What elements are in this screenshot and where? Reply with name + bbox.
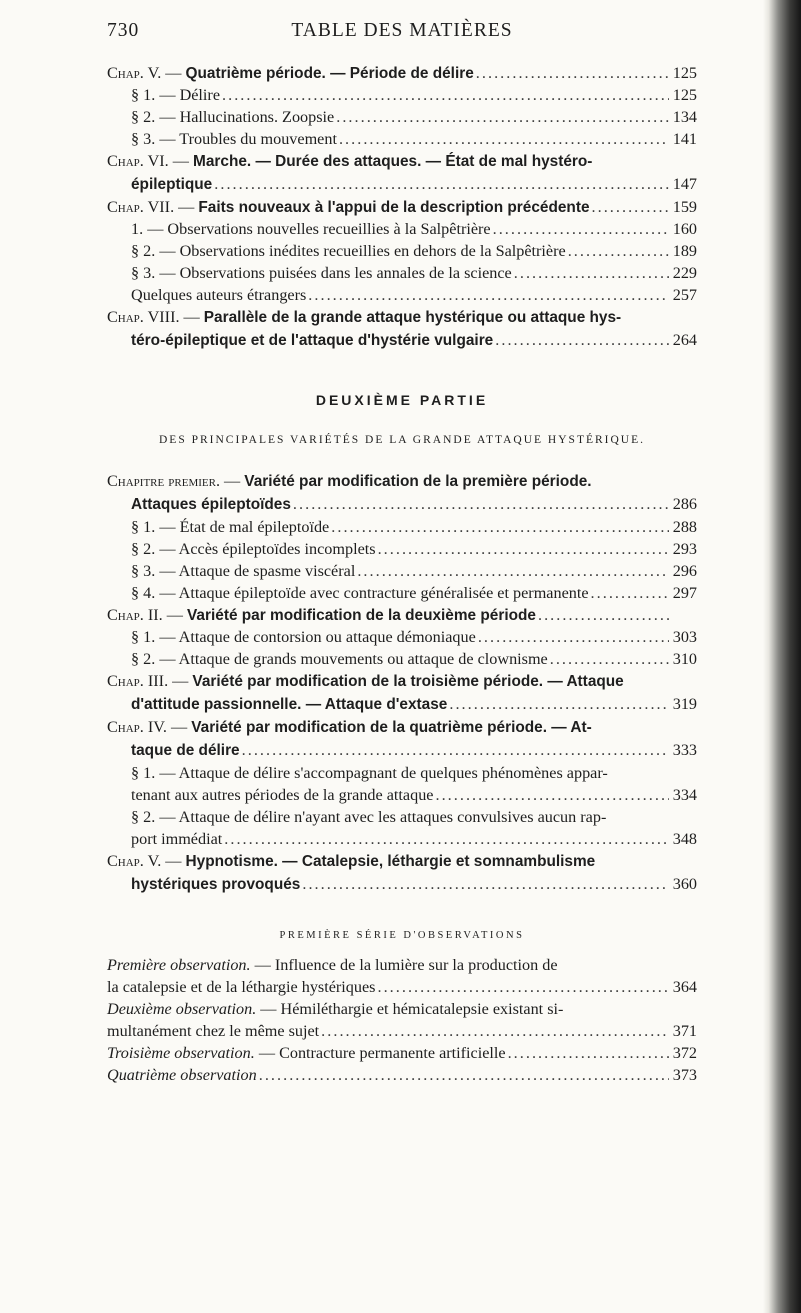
- toc-page-number: 141: [672, 130, 697, 148]
- toc-page-number: 134: [672, 108, 697, 126]
- toc-page-number: 372: [672, 1044, 697, 1062]
- toc-chapter-entry: [107, 716, 697, 762]
- toc-page-number: 348: [672, 830, 697, 848]
- leader-dots: [242, 739, 669, 761]
- leader-dots: [339, 128, 669, 150]
- table-of-contents: [107, 62, 697, 1086]
- section-label: § 2. — Attaque de délire n'ayant avec les attaques convulsives aucun rap-: [131, 808, 607, 826]
- toc-entry-line: [131, 784, 697, 806]
- chapter-label: Chap. VI. —: [107, 152, 194, 170]
- toc-part-1: [107, 62, 697, 352]
- leader-dots: [591, 582, 669, 604]
- chapter-label: Chapitre premier. —: [107, 472, 245, 490]
- chapter-title: Hypnotisme. — Catalepsie, léthargie et somnambulisme: [185, 853, 596, 870]
- toc-chapter-entry: [107, 306, 697, 352]
- leader-dots: [222, 84, 669, 106]
- book-gutter-edge: [763, 0, 801, 1313]
- leader-dots: [538, 604, 669, 626]
- running-title: TABLE DES MATIÈRES: [291, 20, 513, 41]
- chapter-title: Variété par modification de la troisième période. — Attaque: [192, 673, 624, 690]
- toc-section-entry: [107, 218, 697, 240]
- leader-dots: [435, 784, 669, 806]
- leader-dots: [378, 538, 669, 560]
- toc-part-2: [107, 470, 697, 896]
- toc-entry-line: [107, 150, 697, 173]
- chapter-label: Chap. II. —: [107, 606, 188, 624]
- toc-entry-line: [107, 716, 697, 739]
- observation-text: [107, 1042, 506, 1064]
- section-label-cont: tenant aux autres périodes de la grande attaque: [131, 786, 434, 804]
- toc-page-number: 296: [672, 562, 697, 580]
- toc-page-number: 333: [672, 741, 697, 759]
- section-label: § 4. — Attaque épileptoïde avec contracture généralisée et permanente: [131, 584, 589, 602]
- leader-dots: [321, 1020, 669, 1042]
- toc-page-number: 286: [672, 495, 697, 513]
- toc-page-number: 371: [672, 1022, 697, 1040]
- toc-section-entry: [107, 762, 697, 806]
- toc-page-number: 125: [672, 64, 697, 82]
- toc-page-number: 360: [672, 875, 697, 893]
- section-label: § 2. — Observations inédites recueillies en dehors de la Salpêtrière: [131, 242, 566, 260]
- observation-desc: — Influence de la lumière sur la production de: [254, 956, 558, 974]
- leader-dots: [377, 976, 669, 998]
- toc-page-number: 257: [672, 286, 697, 304]
- section-label: § 2. — Attaque de grands mouvements ou attaque de clownisme: [131, 650, 548, 668]
- toc-section-entry: [107, 648, 697, 670]
- toc-observation-entry: [107, 1064, 697, 1086]
- toc-entry-line: [107, 173, 697, 196]
- leader-dots: [550, 648, 669, 670]
- chapter-title: Quatrième période. — Période de délire: [185, 65, 474, 82]
- leader-dots: [259, 1064, 669, 1086]
- leader-dots: [331, 516, 669, 538]
- toc-entry-line: [107, 998, 697, 1020]
- toc-entry-line: [107, 1020, 697, 1042]
- observation-desc: — Contracture permanente artificielle: [258, 1044, 506, 1062]
- observation-title: Quatrième observation: [107, 1066, 257, 1084]
- section-label: § 3. — Troubles du mouvement: [131, 130, 337, 148]
- toc-page-number: 319: [672, 695, 697, 713]
- series-heading: PREMIÈRE SÉRIE D'OBSERVATIONS: [279, 930, 525, 941]
- chapter-title-cont: hystériques provoqués: [131, 876, 301, 893]
- toc-entry-line: [107, 954, 697, 976]
- leader-dots: [592, 196, 670, 218]
- toc-section-entry: [107, 516, 697, 538]
- chapter-title: Variété par modification de la quatrième période. — At-: [191, 719, 592, 736]
- leader-dots: [336, 106, 669, 128]
- leader-dots: [293, 493, 669, 515]
- toc-page-number: 229: [672, 264, 697, 282]
- leader-dots: [568, 240, 669, 262]
- chapter-label: Chap. III. —: [107, 672, 193, 690]
- part-subtitle: DES PRINCIPALES VARIÉTÉS DE LA GRANDE ATTAQUE HYSTÉRIQUE.: [159, 434, 645, 446]
- toc-section-entry: [107, 262, 697, 284]
- section-label: § 3. — Observations puisées dans les annales de la science: [131, 264, 512, 282]
- toc-section-entry: [107, 240, 697, 262]
- toc-page-number: 373: [672, 1066, 697, 1084]
- leader-dots: [476, 62, 669, 84]
- toc-entry-line: [107, 329, 697, 352]
- section-label: Quelques auteurs étrangers: [131, 286, 307, 304]
- toc-section-entry: [107, 284, 697, 306]
- leader-dots: [308, 284, 669, 306]
- toc-observation-entry: [107, 1042, 697, 1064]
- observation-desc: — Hémiléthargie et hémicatalepsie existant si-: [260, 1000, 564, 1018]
- toc-section-entry: [107, 806, 697, 850]
- toc-page-number: 189: [672, 242, 697, 260]
- chapter-title-cont: téro-épileptique et de l'attaque d'hystérie vulgaire: [131, 332, 494, 349]
- observation-title: Deuxième observation.: [107, 1000, 261, 1018]
- toc-entry-text: [107, 604, 536, 627]
- toc-page-number: 364: [672, 978, 697, 996]
- leader-dots: [357, 560, 669, 582]
- toc-page-number: 159: [672, 198, 697, 216]
- section-label-cont: port immédiat: [131, 830, 223, 848]
- section-label: § 2. — Accès épileptoïdes incomplets: [131, 540, 376, 558]
- toc-entry-line: [131, 828, 697, 850]
- toc-entry-line: [107, 873, 697, 896]
- toc-observation-entry: [107, 954, 697, 998]
- chapter-title: Marche. — Durée des attaques. — État de mal hystéro-: [193, 153, 593, 170]
- toc-page-number: 264: [672, 331, 697, 349]
- toc-entry-line: [107, 306, 697, 329]
- toc-section-entry: [107, 84, 697, 106]
- leader-dots: [508, 1042, 669, 1064]
- part-heading: DEUXIÈME PARTIE: [315, 392, 489, 408]
- leader-dots: [514, 262, 669, 284]
- leader-dots: [449, 693, 669, 715]
- chapter-title: Parallèle de la grande attaque hystérique ou attaque hys-: [203, 309, 622, 326]
- toc-entry-text: [107, 196, 590, 219]
- toc-page-number: 297: [672, 584, 697, 602]
- toc-observation-entry: [107, 998, 697, 1042]
- toc-chapter-entry: [107, 850, 697, 896]
- toc-page-number: 310: [672, 650, 697, 668]
- toc-page-number: 334: [672, 786, 697, 804]
- leader-dots: [224, 828, 669, 850]
- section-label: § 1. — État de mal épileptoïde: [131, 518, 330, 536]
- toc-entry-line: [107, 739, 697, 762]
- section-label: § 1. — Attaque de contorsion ou attaque démoniaque: [131, 628, 476, 646]
- toc-page-number: 288: [672, 518, 697, 536]
- toc-entry-line: [107, 670, 697, 693]
- section-label: 1. — Observations nouvelles recueillies à la Salpêtrière: [131, 220, 491, 238]
- page-number: 730: [107, 20, 140, 41]
- toc-entry-line: [107, 493, 697, 516]
- observation-desc-cont: la catalepsie et de la léthargie hystériques: [107, 978, 376, 996]
- leader-dots: [214, 173, 669, 195]
- chapter-title-cont: Attaques épileptoïdes: [131, 496, 291, 513]
- toc-section-entry: [107, 106, 697, 128]
- toc-page-number: 147: [672, 175, 697, 193]
- toc-section-entry: [107, 626, 697, 648]
- chapter-title-cont: épileptique: [131, 176, 213, 193]
- toc-page-number: 160: [672, 220, 697, 238]
- section-label: § 1. — Attaque de délire s'accompagnant de quelques phénomènes appar-: [131, 764, 608, 782]
- observation-text: [107, 1064, 257, 1086]
- section-label: § 1. — Délire: [131, 86, 221, 104]
- toc-entry-text: [107, 62, 474, 85]
- toc-page-number: 125: [672, 86, 697, 104]
- toc-section-entry: [107, 560, 697, 582]
- chapter-label: Chap. IV. —: [107, 718, 192, 736]
- leader-dots: [493, 218, 669, 240]
- observation-title: Troisième observation.: [107, 1044, 259, 1062]
- chapter-label: Chap. VII. —: [107, 198, 199, 216]
- toc-chapter-entry: [107, 62, 697, 84]
- section-label: § 2. — Hallucinations. Zoopsie: [131, 108, 335, 126]
- toc-entry-line: [107, 470, 697, 493]
- chapter-title: Variété par modification de la première période.: [244, 473, 592, 490]
- toc-chapter-entry: [107, 604, 697, 626]
- toc-entry-line: [107, 976, 697, 998]
- toc-entry-line: [107, 850, 697, 873]
- toc-chapter-entry: [107, 670, 697, 716]
- toc-page-number: 293: [672, 540, 697, 558]
- chapter-label: Chap. V. —: [107, 852, 186, 870]
- toc-series: [107, 954, 697, 1086]
- chapter-title-cont: d'attitude passionnelle. — Attaque d'extase: [131, 696, 448, 713]
- toc-page-number: 303: [672, 628, 697, 646]
- toc-section-entry: [107, 582, 697, 604]
- leader-dots: [495, 329, 669, 351]
- chapter-label: Chap. V. —: [107, 64, 186, 82]
- chapter-label: Chap. VIII. —: [107, 308, 204, 326]
- toc-entry-line: [107, 693, 697, 716]
- chapter-title-cont: taque de délire: [131, 742, 240, 759]
- observation-desc-cont: multanément chez le même sujet: [107, 1022, 320, 1040]
- toc-chapter-entry: [107, 470, 697, 516]
- section-label: § 3. — Attaque de spasme viscéral: [131, 562, 356, 580]
- toc-section-entry: [107, 128, 697, 150]
- toc-chapter-entry: [107, 196, 697, 218]
- toc-chapter-entry: [107, 150, 697, 196]
- leader-dots: [478, 626, 669, 648]
- toc-section-entry: [107, 538, 697, 560]
- leader-dots: [302, 873, 669, 895]
- observation-title: Première observation.: [107, 956, 255, 974]
- chapter-title: Variété par modification de la deuxième période: [187, 607, 536, 624]
- chapter-title: Faits nouveaux à l'appui de la description précédente: [198, 199, 590, 216]
